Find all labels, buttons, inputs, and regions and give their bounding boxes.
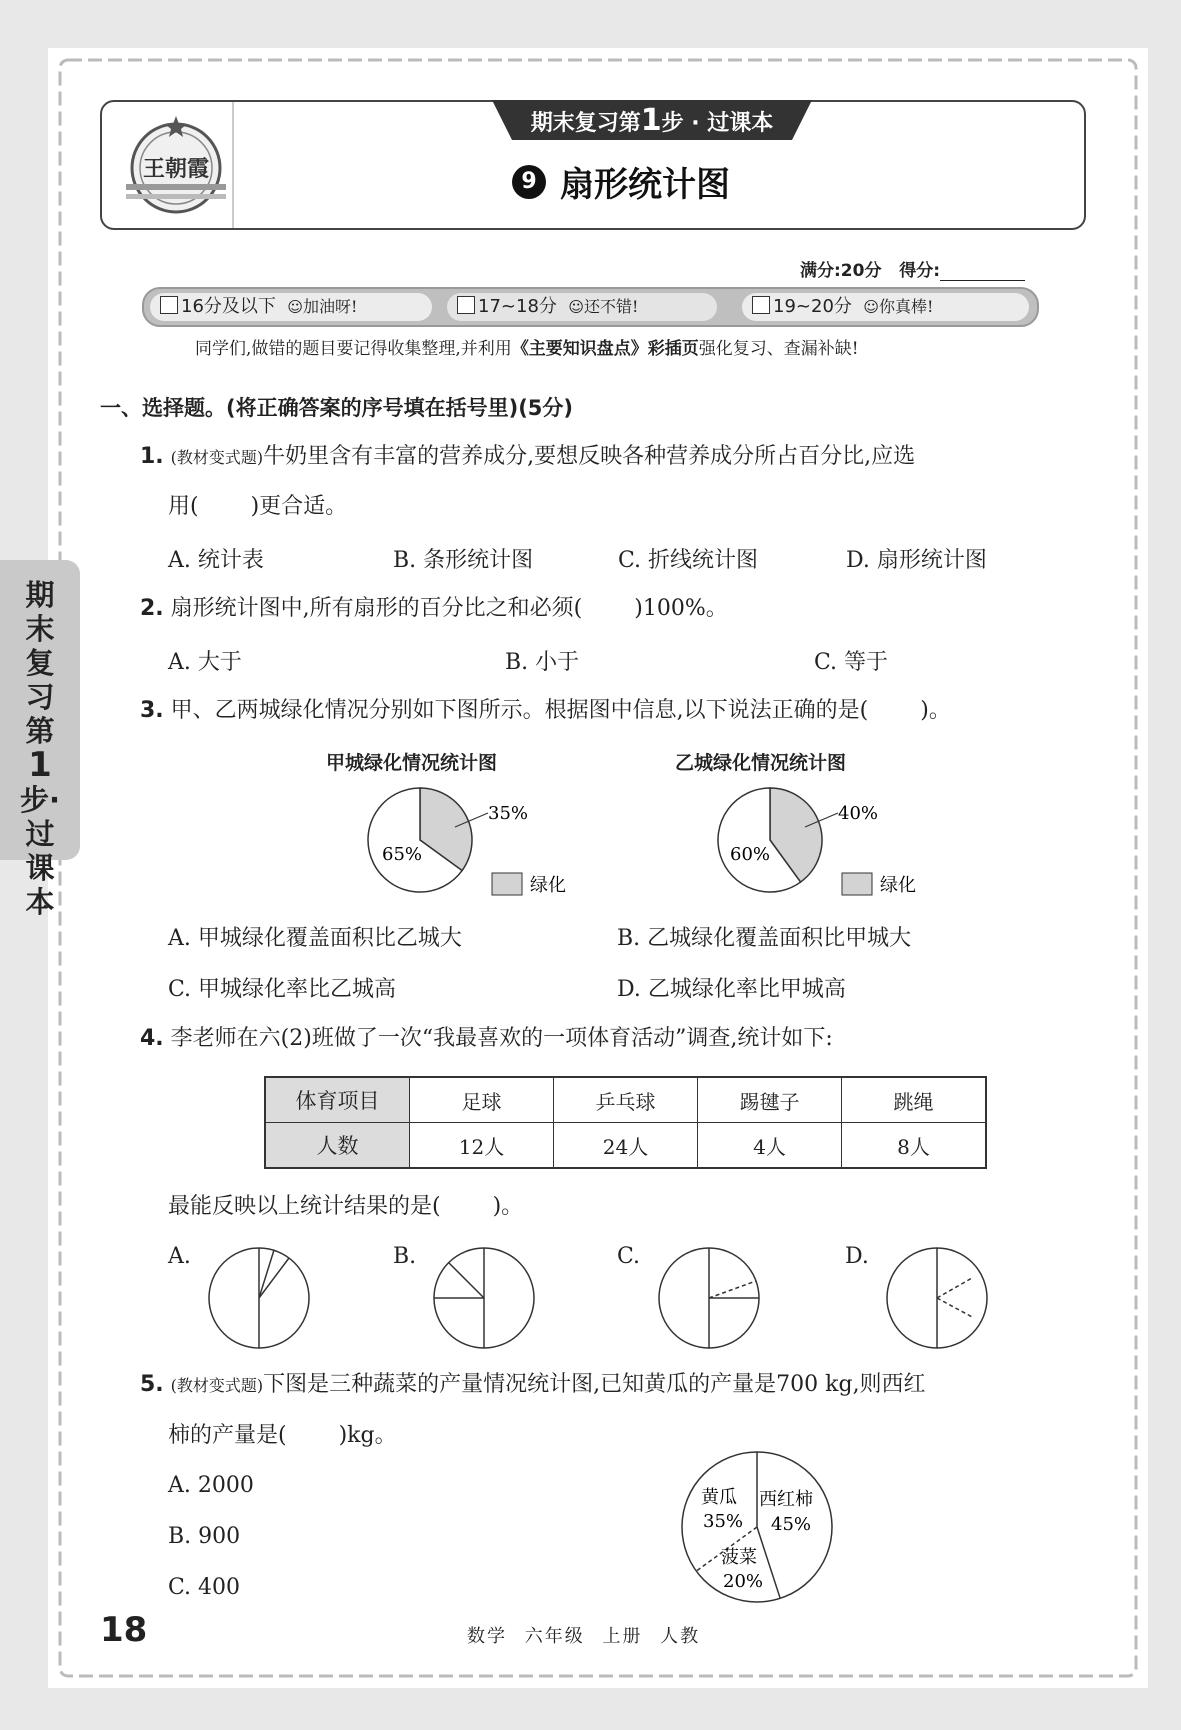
table-row <box>265 1123 986 1169</box>
q3-option-a[interactable]: A. 甲城绿化覆盖面积比乙城大 <box>168 926 462 951</box>
chart-b-title: 乙城绿化情况统计图 <box>675 752 847 774</box>
q1-option-a[interactable]: A. 统计表 <box>168 548 264 573</box>
pie-a-legend-swatch <box>492 873 522 895</box>
footer-text: 数学 六年级 上册 人教 <box>467 1626 701 1647</box>
question-4-prompt: 最能反映以上统计结果的是( )。 <box>168 1194 524 1219</box>
q4-option-a-pie[interactable] <box>204 1243 314 1353</box>
grade-segment: 16分及以下 ☺加油呀! <box>150 293 432 321</box>
question-3: 3. 甲、乙两城绿化情况分别如下图所示。根据图中信息,以下说法正确的是( )。 <box>140 698 951 723</box>
question-4: 4. 李老师在六(2)班做了一次“我最喜欢的一项体育活动”调查,统计如下: <box>140 1026 833 1051</box>
table-row <box>265 1077 986 1123</box>
score-blank[interactable] <box>940 262 1025 281</box>
side-tab: 期末复习第 1 步·过课本 <box>0 560 80 860</box>
grade-segment: 19~20分 ☺你真棒! <box>742 293 1029 321</box>
table-cell: 8人 <box>842 1123 987 1169</box>
chart-b <box>710 775 970 905</box>
q5-option-a[interactable]: A. 2000 <box>168 1473 254 1498</box>
q1-option-b[interactable]: B. 条形统计图 <box>393 548 534 573</box>
grade-checkbox[interactable] <box>160 296 178 314</box>
pie-b-legend-swatch <box>842 873 872 895</box>
question-5: 5. (教材变式题)下图是三种蔬菜的产量情况统计图,已知黄瓜的产量是700 kg,则西红 <box>140 1372 926 1397</box>
grade-bar <box>142 287 1039 327</box>
question-2: 2. 扇形统计图中,所有扇形的百分比之和必须( )100%。 <box>140 596 728 621</box>
logo-text: 王朝霞 <box>142 156 210 182</box>
table-cell: 体育项目 <box>265 1077 410 1123</box>
header-divider <box>232 102 234 228</box>
table-cell: 踢毽子 <box>698 1077 842 1123</box>
table-cell: 乒乓球 <box>554 1077 698 1123</box>
q5-option-c[interactable]: C. 400 <box>168 1575 241 1600</box>
pie5-label-cucumber: 黄瓜 <box>701 1487 737 1508</box>
table-cell: 24人 <box>554 1123 698 1169</box>
score-line: 满分:20分 得分: <box>800 256 1025 281</box>
q4-option-c-pie[interactable] <box>654 1243 764 1353</box>
q1-option-d[interactable]: D. 扇形统计图 <box>846 548 987 573</box>
q4-option-b-label[interactable]: B. <box>393 1244 417 1269</box>
sports-table <box>264 1076 987 1169</box>
pie-a-green-label: 35% <box>488 803 529 824</box>
instruction-note: 同学们,做错的题目要记得收集整理,并利用《主要知识盘点》彩插页强化复习、查漏补缺! <box>195 339 859 359</box>
pie-a-other-label: 65% <box>382 844 423 865</box>
vegetable-pie-chart <box>675 1445 840 1610</box>
pie5-percent-spinach: 20% <box>723 1571 764 1592</box>
q4-option-a-label[interactable]: A. <box>168 1244 191 1269</box>
section-title: 一、选择题。(将正确答案的序号填在括号里)(5分) <box>100 396 574 420</box>
publisher-logo <box>122 112 230 220</box>
header <box>100 100 1086 230</box>
chart-a <box>360 775 620 905</box>
table-cell: 12人 <box>410 1123 554 1169</box>
table-cell: 4人 <box>698 1123 842 1169</box>
title-text: 扇形统计图 <box>560 165 730 205</box>
page-title <box>512 157 730 206</box>
q4-option-c-label[interactable]: C. <box>617 1244 641 1269</box>
q3-option-c[interactable]: C. 甲城绿化率比乙城高 <box>168 977 397 1002</box>
q2-option-c[interactable]: C. 等于 <box>814 650 889 675</box>
q4-option-d-label[interactable]: D. <box>845 1244 869 1269</box>
pie5-label-tomato: 西红柿 <box>759 1489 813 1510</box>
q1-option-c[interactable]: C. 折线统计图 <box>618 548 759 573</box>
q2-option-b[interactable]: B. 小于 <box>505 650 580 675</box>
chart-a-title: 甲城绿化情况统计图 <box>326 752 498 774</box>
pie5-percent-cucumber: 35% <box>703 1511 744 1532</box>
table-cell: 人数 <box>265 1123 410 1169</box>
title-number: 9 <box>512 165 546 199</box>
pie-b-legend-label: 绿化 <box>880 875 916 896</box>
q4-option-b-pie[interactable] <box>429 1243 539 1353</box>
grade-checkbox[interactable] <box>457 296 475 314</box>
grade-checkbox[interactable] <box>752 296 770 314</box>
q4-option-d-pie[interactable] <box>882 1243 992 1353</box>
pie5-percent-tomato: 45% <box>771 1514 812 1535</box>
q2-option-a[interactable]: A. 大于 <box>168 650 242 675</box>
banner-text: 期末复习第1步 · 过课本 <box>530 103 774 138</box>
question-1-line2: 用( )更合适。 <box>168 494 348 519</box>
question-1: 1. (教材变式题)牛奶里含有丰富的营养成分,要想反映各种营养成分所占百分比,应选 <box>140 444 916 469</box>
table-cell: 足球 <box>410 1077 554 1123</box>
table-cell: 跳绳 <box>842 1077 987 1123</box>
question-5-line2: 柿的产量是( )kg。 <box>168 1423 397 1448</box>
q5-option-b[interactable]: B. 900 <box>168 1524 241 1549</box>
q3-option-b[interactable]: B. 乙城绿化覆盖面积比甲城大 <box>617 926 912 951</box>
grade-segment: 17~18分 ☺还不错! <box>447 293 717 321</box>
pie-a-legend-label: 绿化 <box>530 875 566 896</box>
pie5-label-spinach: 菠菜 <box>721 1547 757 1568</box>
q3-option-d[interactable]: D. 乙城绿化率比甲城高 <box>617 977 846 1002</box>
pie-b-other-label: 60% <box>730 844 771 865</box>
pie-b-green-label: 40% <box>838 803 879 824</box>
page-number: 18 <box>100 1610 148 1650</box>
